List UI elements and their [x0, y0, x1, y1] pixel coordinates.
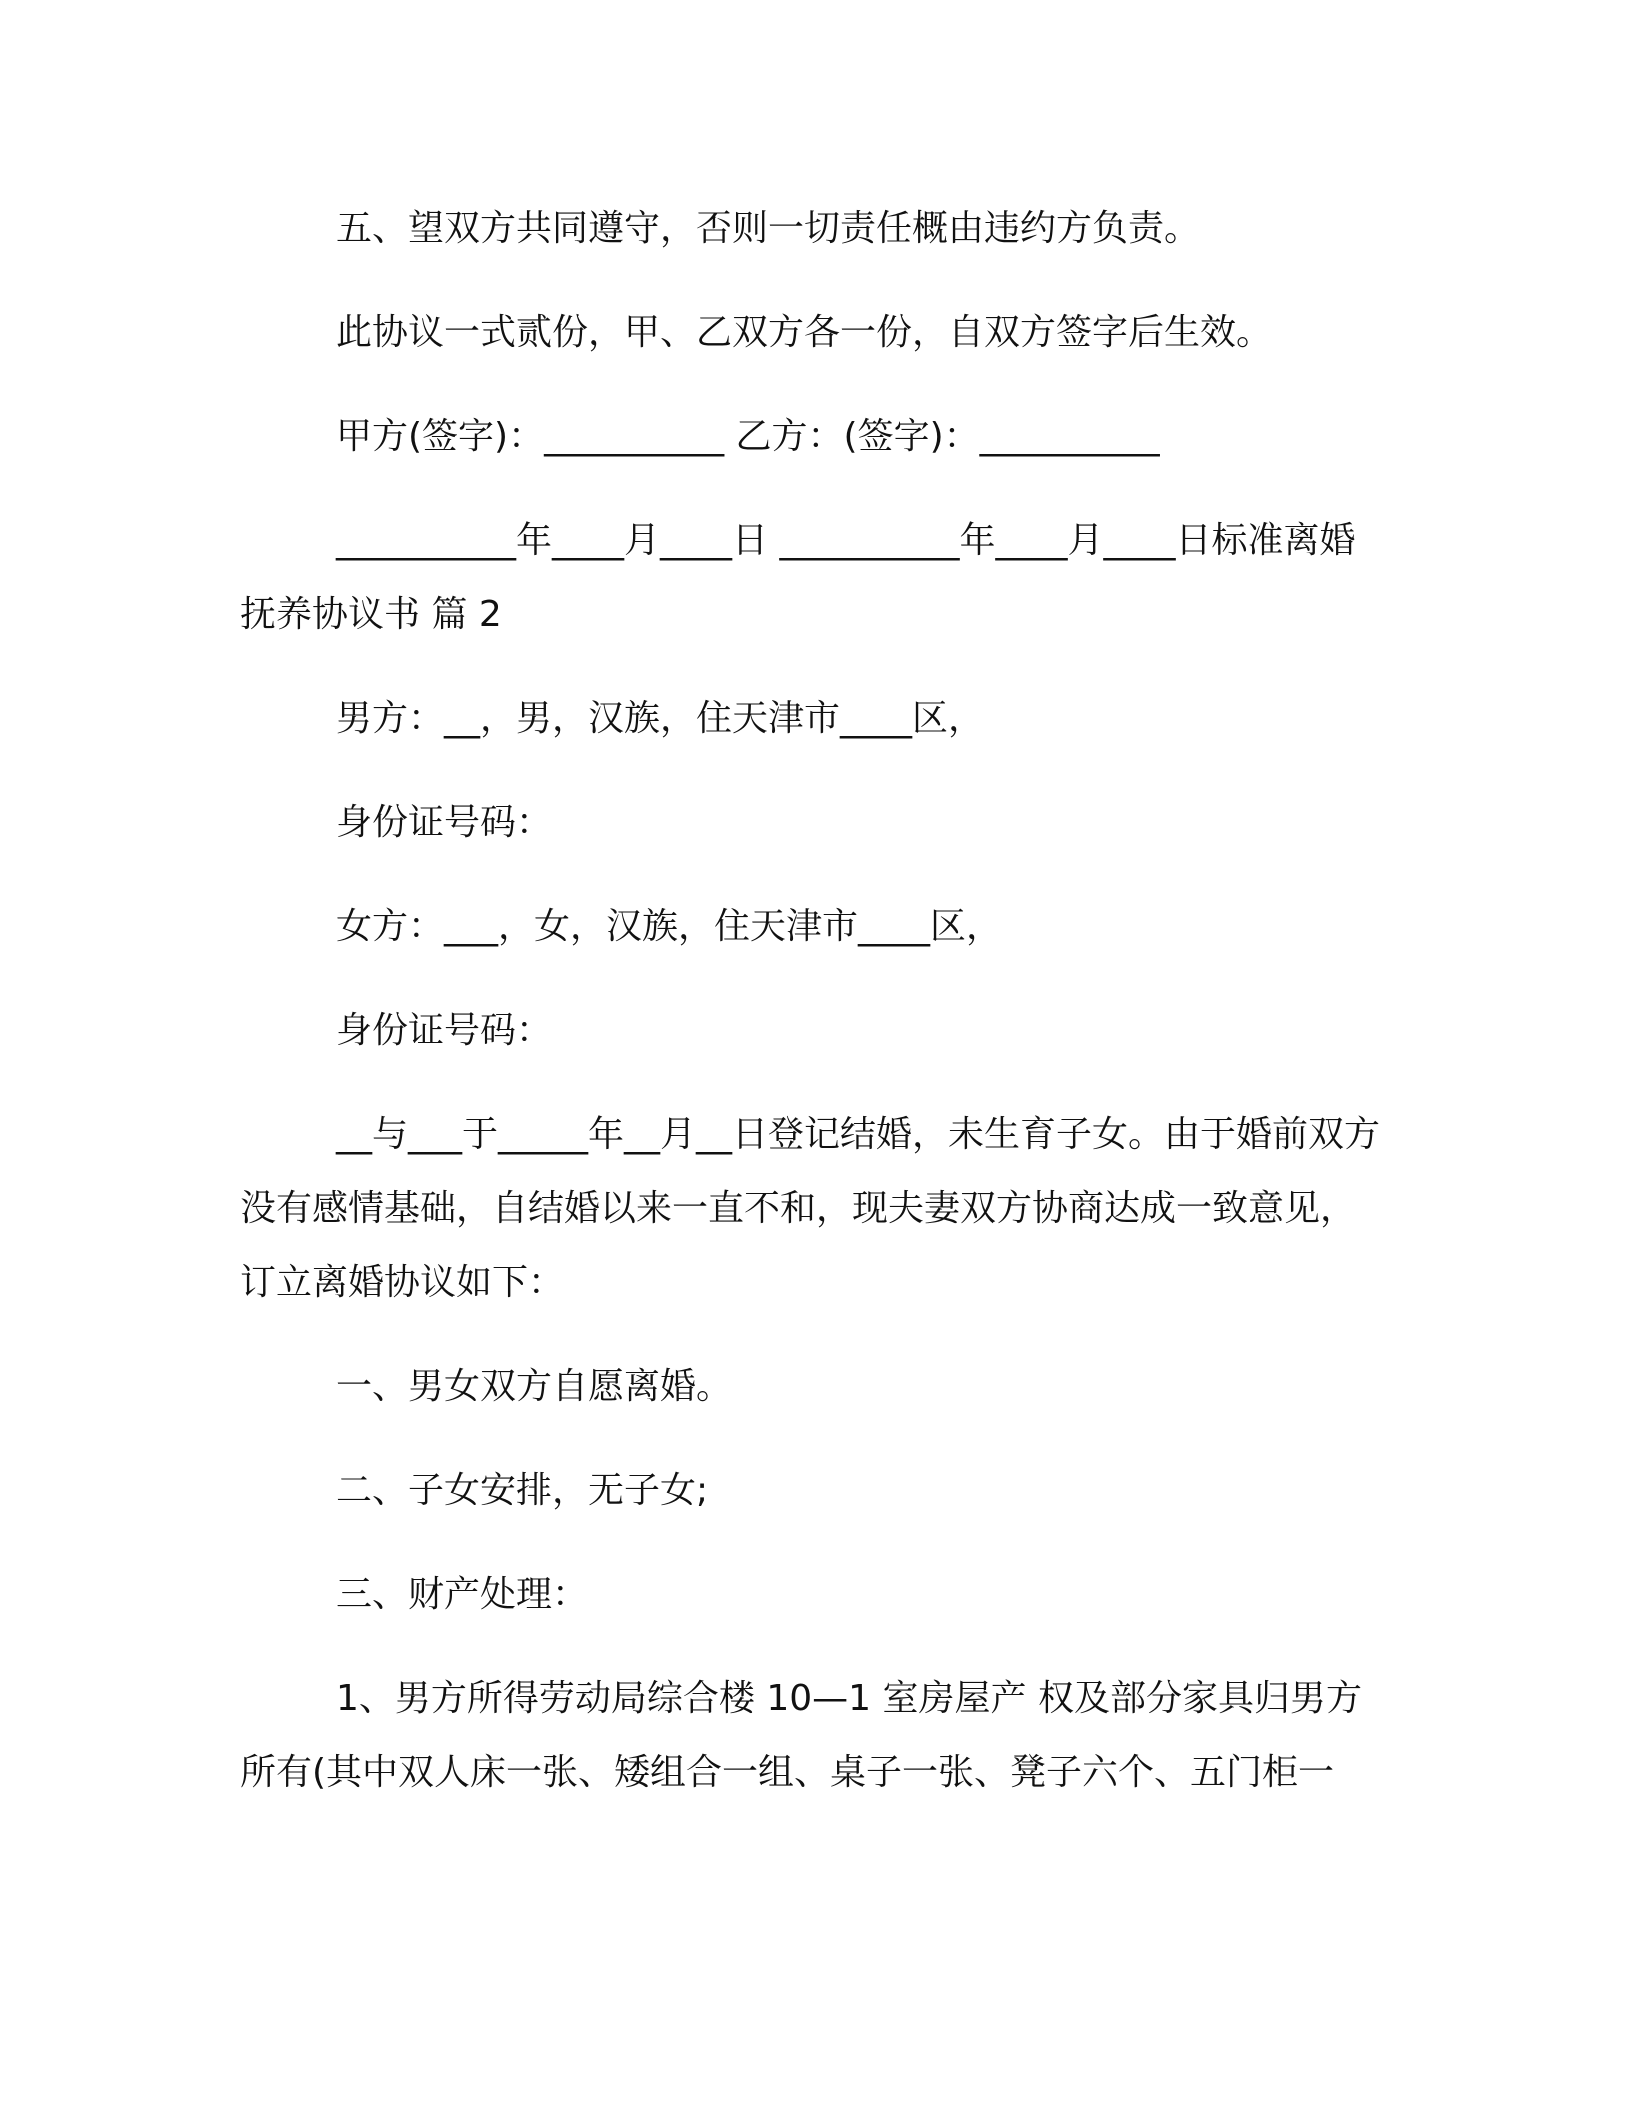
paragraph-clause-2: 二、子女安排，无子女;	[336, 1470, 709, 1511]
paragraph-property-item-1: 1、男方所得劳动局综合楼 10—1 室房屋产 权及部分家具归男方所有(其中双人床一张、矮组合一组、桌子一张、凳子六个、五门柜一	[240, 1678, 1362, 1793]
document-body	[240, 192, 1390, 1810]
paragraph-male-id: 身份证号码：	[336, 802, 553, 843]
paragraph-female-id: 身份证号码：	[336, 1010, 553, 1051]
paragraph-female-party: 女方：___，女，汉族，住天津市____区，	[336, 906, 1003, 947]
paragraph-signatures: 甲方(签字)：__________ 乙方：(签字)：__________	[336, 416, 1160, 457]
paragraph-marriage-background: __与___于_____年__月__日登记结婚，未生育子女。由于婚前双方没有感情基础，自结婚以来一直不和，现夫妻双方协商达成一致意见，订立离婚协议如下：	[240, 1114, 1381, 1303]
paragraph-copies: 此协议一式贰份，甲、乙双方各一份，自双方签字后生效。	[336, 312, 1273, 353]
paragraph-clause-1: 一、男女双方自愿离婚。	[336, 1366, 733, 1407]
paragraph-dates-and-heading: __________年____月____日 __________年____月____日标准离婚抚养协议书 篇 2	[240, 520, 1356, 635]
paragraph-male-party: 男方：__，男，汉族，住天津市____区，	[336, 698, 985, 739]
paragraph-clause-5: 五、望双方共同遵守，否则一切责任概由违约方负责。	[336, 208, 1201, 249]
paragraph-clause-3: 三、财产处理：	[336, 1574, 589, 1615]
